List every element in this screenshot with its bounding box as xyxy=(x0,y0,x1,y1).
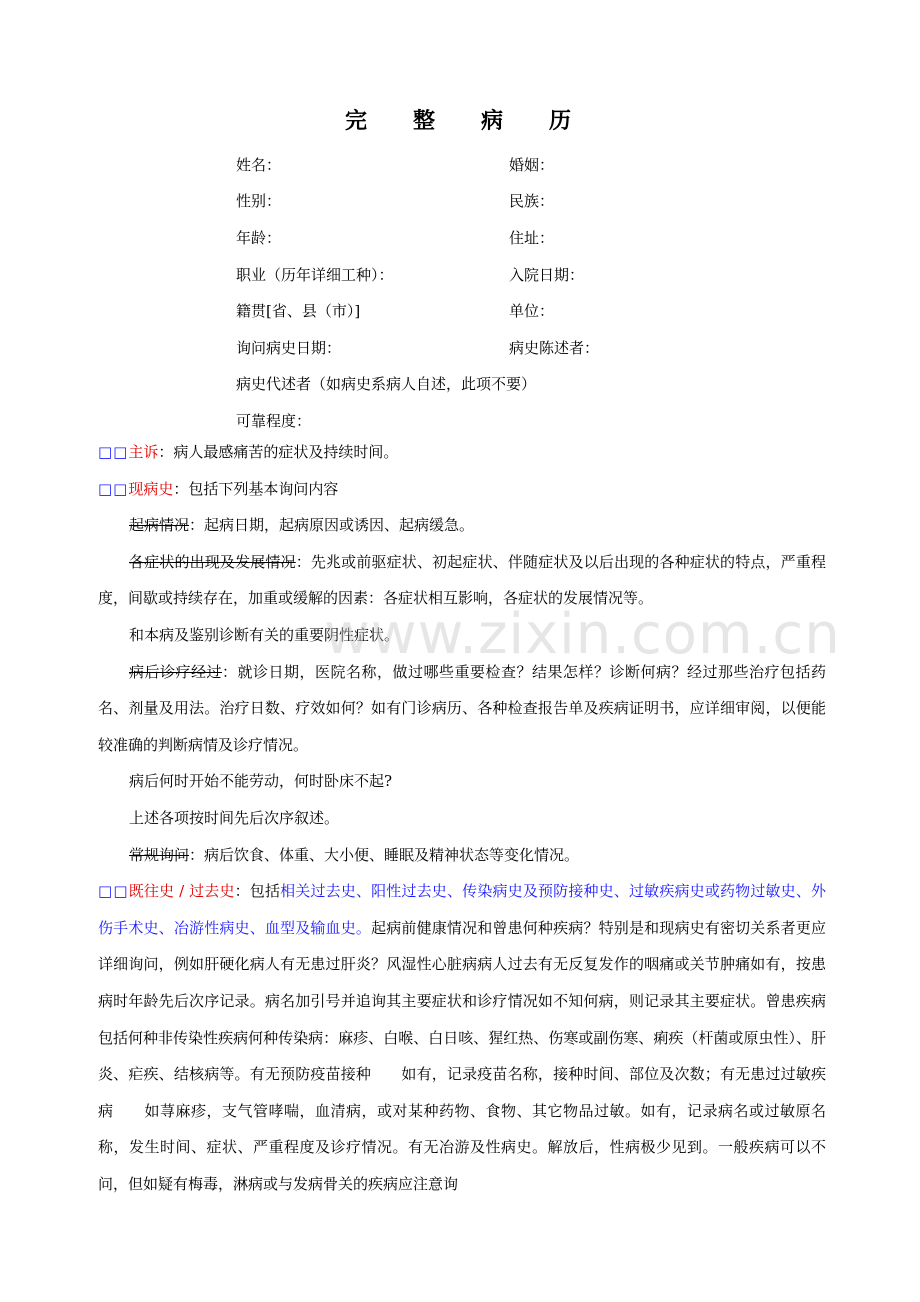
info-field-label: 职业（历年详细工种）： xyxy=(236,265,394,284)
document-body xyxy=(98,434,826,1202)
page-title: 完整病历 xyxy=(344,108,617,134)
item-text: ：先兆或前驱症状、初起症状、伴随症状及以后出现的各种症状的特点，严重程度，间歇或持续存在，加重或缓解的因素：各症状相互影响，各症状的发展情况等。 xyxy=(98,552,826,608)
item-text: ：起病日期，起病原因或诱因、起病缓急。 xyxy=(189,516,475,535)
present-illness-item xyxy=(98,544,826,617)
info-row xyxy=(236,292,796,329)
info-field-label: 病史代述者（如病史系病人自述，此项不要） xyxy=(236,375,537,394)
patient-info-block xyxy=(236,146,796,439)
item-text: ：病后饮食、体重、大小便、睡眠及精神状态等变化情况。 xyxy=(189,845,580,864)
item-heading: 病后诊疗经过 xyxy=(129,662,222,681)
past-history-pre: ：包括 xyxy=(234,882,281,901)
info-field-label: 单位： xyxy=(509,302,555,321)
present-illness-item xyxy=(98,763,826,800)
chief-complaint-heading: 主诉 xyxy=(128,443,159,461)
item-text: 和本病及鉴别诊断有关的重要阴性症状。 xyxy=(129,625,400,644)
item-text: 上述各项按时间先后次序叙述。 xyxy=(129,808,340,827)
info-row xyxy=(236,146,796,183)
info-field-label: 询问病史日期： xyxy=(236,338,342,357)
item-text: 病后何时开始不能劳动，何时卧床不起? xyxy=(129,772,393,791)
info-row xyxy=(236,256,796,293)
present-illness-item xyxy=(98,800,826,837)
past-history-topics: 相关过去史、阳性过去史、传染病史及预防接种史、过敏疾病史或药物过敏史、外伤手术史、冶游性病史、血型及输血史。 xyxy=(98,882,826,937)
info-field-label: 入院日期： xyxy=(509,265,585,284)
info-row xyxy=(236,219,796,256)
info-field-label: 姓名： xyxy=(236,155,282,174)
checkbox-icon: □□ xyxy=(98,479,129,498)
info-field-label: 婚姻： xyxy=(509,155,555,174)
info-row xyxy=(236,183,796,220)
past-history-paragraph xyxy=(98,873,826,1202)
present-illness-text: ：包括下列基本询问内容 xyxy=(173,479,339,498)
chief-complaint-paragraph xyxy=(98,434,826,471)
present-illness-item xyxy=(98,617,826,654)
present-illness-item xyxy=(98,507,826,544)
info-field-label: 性别： xyxy=(236,192,282,211)
chief-complaint-text: ：病人最感痛苦的症状及持续时间。 xyxy=(158,443,399,461)
info-field-label: 住址： xyxy=(509,228,555,247)
past-history-heading: 既往史 / 过去史 xyxy=(128,882,235,901)
past-history-text: 起病前健康情况和曾患何种疾病？特别是和现病史有密切关系者更应详细询问，例如肝硬化病人有无患过肝炎？风湿性心脏病病人过去有无反复发作的咽痛或关节肿痛如有，按患病时年龄先后次序记录。病名加引号并追询其主要症状和诊疗情况如不知何病，则记录其主要症状。曾患疾病包括何种非传染性疾病何种传染病：麻疹、白喉、白日咳、猩红热、伤寒或副伤寒、痢疾（杆菌或原虫性）、肝炎、疟疾、结核病等。有无预防疫苗接种 如有，记录疫苗名称，接种时间、部位及次数；有无患过过敏疾病 如荨麻疹，支气管哮喘，血清病，或对某种药物、食物、其它物品过敏。如有，记录病名或过敏原名称，发生时间、症状、严重程度及诊疗情况。有无冶游及性病史。解放后，性病极少见到。一般疾病可以不问，但如疑有梅毒，淋病或与发病骨关的疾病应注意询 xyxy=(98,918,826,1193)
info-row xyxy=(236,329,796,366)
info-field-label: 病史陈述者： xyxy=(509,338,600,357)
present-illness-item xyxy=(98,654,826,764)
info-row xyxy=(236,366,796,403)
checkbox-icon: □□ xyxy=(98,882,129,901)
item-heading: 各症状的出现及发展情况 xyxy=(129,552,296,571)
checkbox-icon: □□ xyxy=(98,443,129,461)
present-illness-item xyxy=(98,837,826,874)
info-field-label: 民族： xyxy=(509,192,555,211)
item-heading: 常规询问 xyxy=(129,845,190,864)
watermark: www.zixin.com.cn xyxy=(324,602,841,667)
item-heading: 起病情况 xyxy=(129,516,190,535)
info-field-label: 籍贯[省、县（市）] xyxy=(236,302,361,321)
info-field-label: 年龄： xyxy=(236,228,282,247)
present-illness-heading: 现病史 xyxy=(128,479,174,498)
present-illness-items xyxy=(98,507,826,873)
item-text: ：就诊日期，医院名称，做过哪些重要检查？结果怎样？诊断何病？经过那些治疗包括药名、剂量及用法。治疗日数、疗效如何？如有门诊病历、各种检查报告单及疾病证明书，应详细审阅，以便能较准确的判断病情及诊疗情况。 xyxy=(98,662,826,754)
present-illness-paragraph xyxy=(98,471,826,508)
info-field-label: 可靠程度： xyxy=(236,411,312,430)
